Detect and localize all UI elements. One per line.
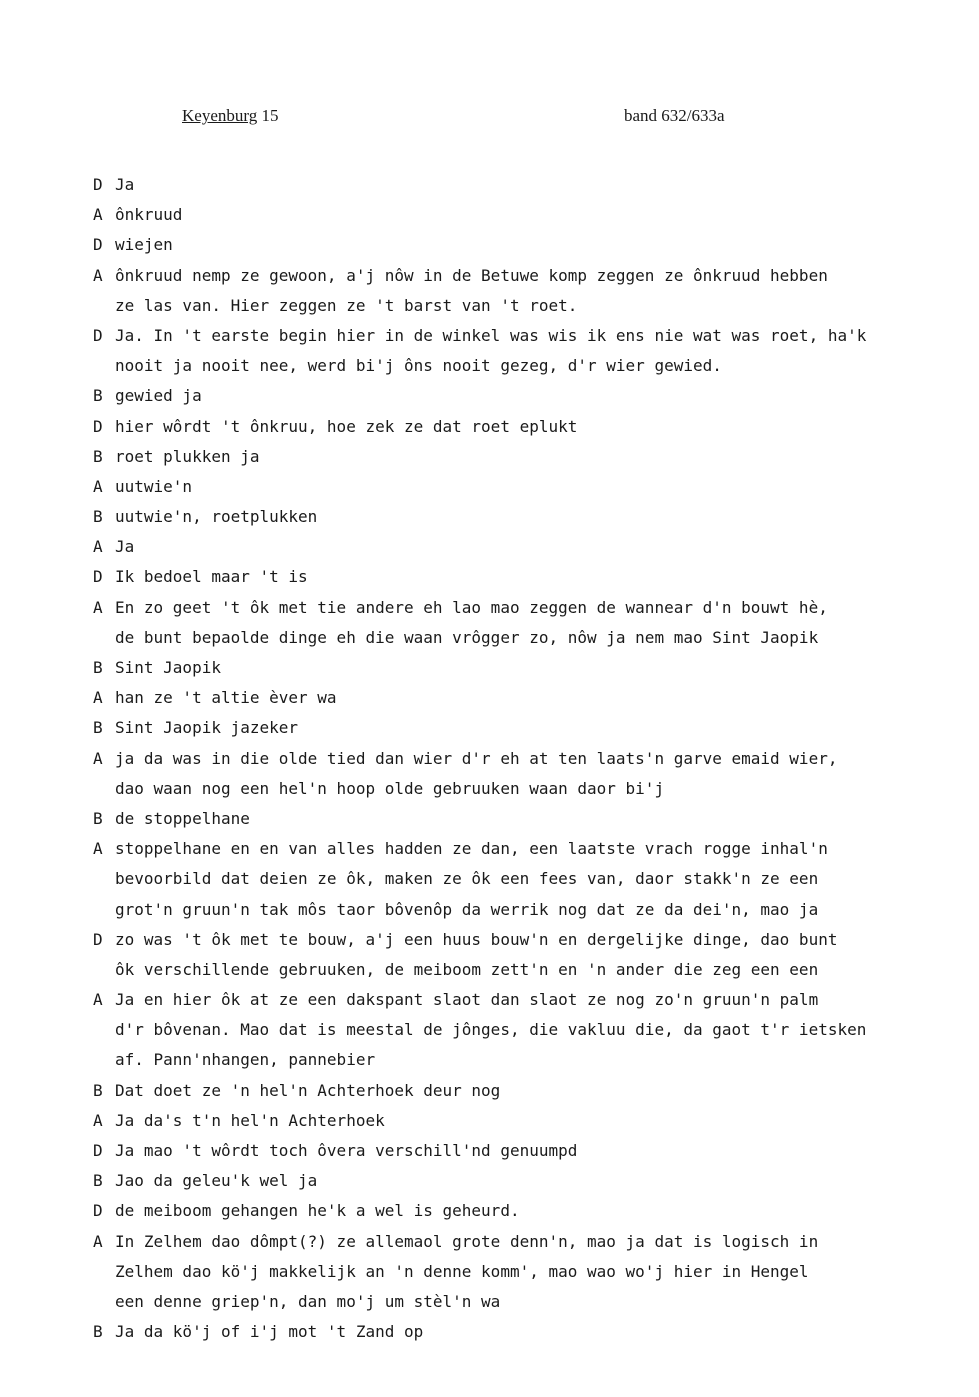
speaker-label: B (93, 658, 103, 677)
utterance-line: Ja da kö'j of i'j mot 't Zand op (115, 1322, 424, 1342)
speaker-label: D (93, 1141, 103, 1160)
utterance (115, 502, 913, 532)
utterance-line: de stoppelhane (115, 808, 250, 828)
utterance-line: grot'n gruun'n tak môs taor bôvenôp da werrik nog dat ze da dei'n, mao ja (115, 899, 819, 919)
transcript-turn (93, 653, 913, 683)
transcript-turn (93, 1166, 913, 1196)
transcript-turn (93, 1196, 913, 1226)
utterance (115, 170, 913, 200)
utterance (115, 412, 913, 442)
utterance-line: Ik bedoel maar 't is (115, 567, 308, 587)
utterance-line: roet plukken ja (115, 446, 260, 466)
utterance-line: Sint Jaopik jazeker (115, 718, 299, 738)
utterance (115, 683, 913, 713)
transcript-turn (93, 472, 913, 502)
utterance-line: uutwie'n, roetplukken (115, 507, 318, 527)
utterance (115, 925, 913, 985)
transcript-turn (93, 532, 913, 562)
speaker-label: B (93, 808, 103, 828)
utterance-line: af. Pann'nhangen, pannebier (115, 1050, 376, 1070)
utterance-line: ônkruud (115, 205, 183, 225)
utterance-line: ze las van. Hier zeggen ze 't barst van 't roet. (115, 295, 578, 315)
transcript-turn (93, 412, 913, 442)
utterance (115, 713, 913, 743)
transcript-turn (93, 1076, 913, 1106)
utterance (115, 472, 913, 502)
utterance (115, 804, 913, 834)
utterance-line: Dat doet ze 'n hel'n Achterhoek deur nog (115, 1080, 501, 1100)
transcript-turn (93, 502, 913, 532)
utterance-line: Zelhem dao kö'j makkelijk an 'n denne komm', mao wao wo'j hier in Hengel (115, 1261, 809, 1281)
utterance (115, 442, 913, 472)
speaker-label: A (93, 265, 103, 285)
utterance-line: dao waan nog een hel'n hoop olde gebruuken waan daor bi'j (115, 778, 665, 798)
transcript-turn (93, 713, 913, 743)
speaker-label: D (93, 235, 103, 255)
transcript-turn (93, 381, 913, 411)
speaker-label: A (93, 476, 103, 496)
utterance-line: de meiboom gehangen he'k a wel is geheurd. (115, 1201, 520, 1221)
utterance-line: ônkruud nemp ze gewoon, a'j nôw in de Betuwe komp zeggen ze ônkruud hebben (115, 265, 828, 285)
speaker-label: D (93, 325, 103, 345)
utterance (115, 1196, 913, 1226)
utterance (115, 562, 913, 592)
band-reference: band 632/633a (624, 106, 725, 125)
utterance-line: Ja (115, 537, 135, 557)
speaker-label: A (93, 597, 103, 617)
transcript-turn (93, 925, 913, 985)
speaker-label: A (93, 990, 103, 1010)
utterance-line: zo was 't ôk met te bouw, a'j een huus bouw'n en dergelijke dinge, dao bunt (115, 929, 838, 949)
utterance-line: gewied ja (115, 386, 202, 406)
utterance (115, 532, 913, 562)
speaker-label: B (93, 507, 103, 527)
utterance (115, 744, 913, 804)
utterance-line: d'r bôvenan. Mao dat is meestal de jônges, die vakluu die, da gaot t'r ietsken (115, 1020, 867, 1040)
utterance (115, 1076, 913, 1106)
utterance-line: Ja. In 't earste begin hier in de winkel was wis ik ens nie wat was roet, ha'k (115, 325, 867, 345)
speaker-label: B (93, 1171, 103, 1191)
utterance (115, 1227, 913, 1318)
transcript-turn (93, 321, 913, 381)
utterance (115, 834, 913, 925)
page-number: 15 (261, 106, 279, 125)
speaker-label: A (93, 1110, 103, 1130)
speaker-label: D (93, 929, 103, 949)
transcript-turn (93, 442, 913, 472)
utterance-line: ja da was in die olde tied dan wier d'r eh at ten laats'n garve emaid wier, (115, 748, 838, 768)
transcript-turn (93, 1227, 913, 1318)
utterance (115, 321, 913, 381)
transcript-turn (93, 985, 913, 1076)
utterance-line: Jao da geleu'k wel ja (115, 1171, 318, 1191)
transcript-turn (93, 593, 913, 653)
utterance (115, 1317, 913, 1347)
transcript-turn (93, 562, 913, 592)
transcript-turn (93, 1317, 913, 1347)
speaker-label: B (93, 1080, 103, 1100)
utterance-line: wiejen (115, 235, 173, 255)
document-header-title (182, 106, 278, 126)
document-title: Keyenburg (182, 106, 258, 125)
utterance (115, 593, 913, 653)
transcript-turn (93, 230, 913, 260)
utterance (115, 200, 913, 230)
utterance (115, 653, 913, 683)
speaker-label: D (93, 1201, 103, 1221)
utterance-line: han ze 't altie èver wa (115, 688, 337, 708)
utterance-line: ôk verschillende gebruuken, de meiboom zett'n en 'n ander die zeg een een (115, 959, 819, 979)
speaker-label: D (93, 175, 103, 194)
speaker-label: D (93, 416, 103, 436)
utterance-line: In Zelhem dao dômpt(?) ze allemaol grote denn'n, mao ja dat is logisch in (115, 1231, 819, 1251)
utterance-line: een denne griep'n, dan mo'j um stèl'n wa (115, 1291, 501, 1311)
speaker-label: A (93, 688, 103, 708)
transcript-turn (93, 683, 913, 713)
utterance-line: bevoorbild dat deien ze ôk, maken ze ôk een fees van, daor stakk'n ze een (115, 869, 819, 889)
utterance-line: de bunt bepaolde dinge eh die waan vrôgger zo, nôw ja nem mao Sint Jaopik (115, 627, 819, 647)
utterance-line: hier wôrdt 't ônkruu, hoe zek ze dat roet eplukt (115, 416, 578, 436)
utterance (115, 1166, 913, 1196)
transcript-turn (93, 261, 913, 321)
transcript-turn (93, 1106, 913, 1136)
utterance-line: Ja mao 't wôrdt toch ôvera verschill'nd genuumpd (115, 1141, 578, 1160)
speaker-label: A (93, 1231, 103, 1251)
utterance-line: Sint Jaopik (115, 658, 221, 677)
transcript-turn (93, 170, 913, 200)
utterance (115, 261, 913, 321)
utterance-line: stoppelhane en en van alles hadden ze dan, een laatste vrach rogge inhal'n (115, 839, 828, 859)
speaker-label: A (93, 537, 103, 557)
transcript-turn (93, 834, 913, 925)
utterance (115, 381, 913, 411)
utterance-line: Ja (115, 175, 135, 194)
speaker-label: B (93, 386, 103, 406)
transcript-turn (93, 744, 913, 804)
utterance-line: En zo geet 't ôk met tie andere eh lao mao zeggen de wannear d'n bouwt hè, (115, 597, 828, 617)
speaker-label: B (93, 1322, 103, 1342)
utterance-line: nooit ja nooit nee, werd bi'j ôns nooit gezeg, d'r wier gewied. (115, 356, 722, 376)
utterance-line: Ja en hier ôk at ze een dakspant slaot dan slaot ze nog zo'n gruun'n palm (115, 990, 819, 1010)
speaker-label: B (93, 446, 103, 466)
transcript-turn (93, 200, 913, 230)
utterance (115, 985, 913, 1076)
speaker-label: A (93, 839, 103, 859)
utterance (115, 230, 913, 260)
transcript-turn (93, 804, 913, 834)
utterance (115, 1106, 913, 1136)
speaker-label: A (93, 205, 103, 225)
speaker-label: A (93, 748, 103, 768)
utterance-line: uutwie'n (115, 476, 193, 496)
utterance (115, 1136, 913, 1166)
speaker-label: D (93, 567, 103, 587)
utterance-line: Ja da's t'n hel'n Achterhoek (115, 1110, 385, 1130)
speaker-label: B (93, 718, 103, 738)
transcript (93, 170, 913, 1347)
transcript-turn (93, 1136, 913, 1166)
